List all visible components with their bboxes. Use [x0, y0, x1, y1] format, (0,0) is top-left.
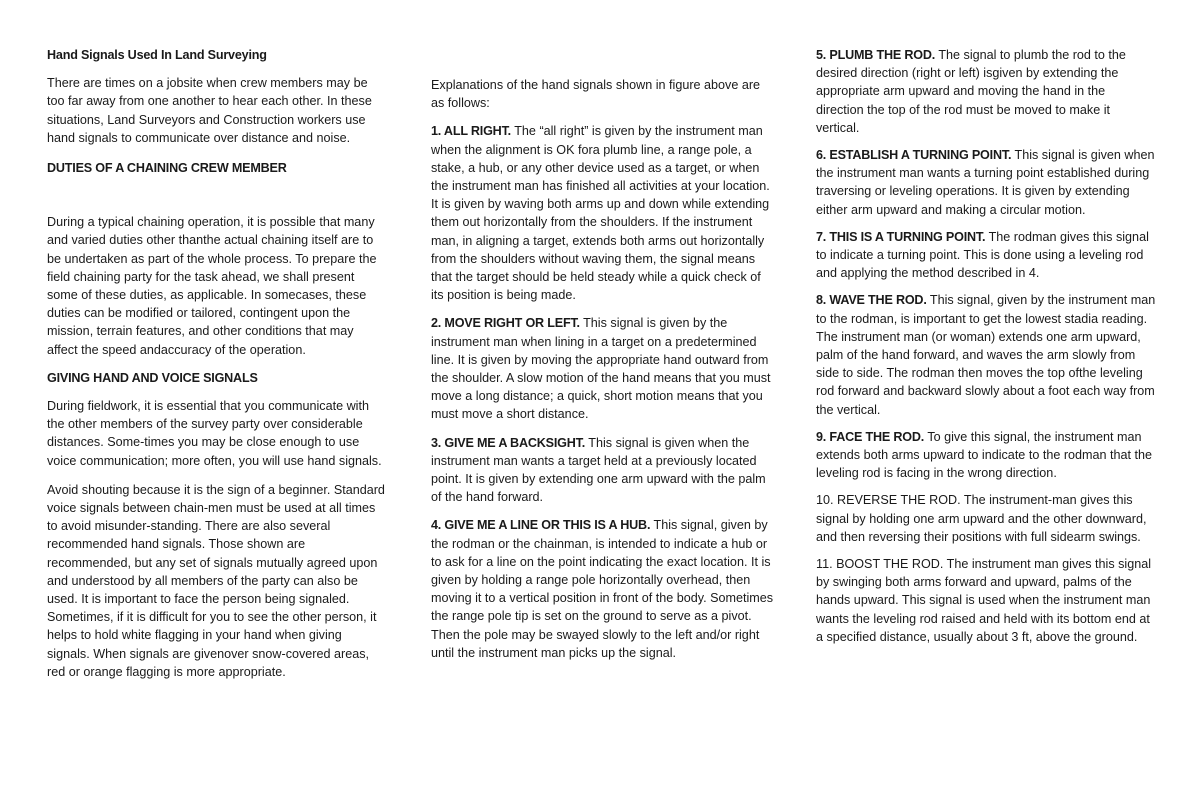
signal-description: To give this signal, the instrument man extends both arms upward to indicate to the rodman that the leveling rod is facing in the wrong direction. [816, 429, 1153, 481]
column-left [47, 0, 387, 681]
signals-heading: GIVING HAND AND VOICE SIGNALS [47, 370, 258, 385]
signal-heading: 11. BOOST THE ROD. [816, 557, 944, 572]
signal-heading: 1. ALL RIGHT. [431, 124, 511, 139]
explanations-intro: Explanations of the hand signals shown in figure above are as follows: [431, 78, 761, 111]
signal-heading: 6. ESTABLISH A TURNING POINT. [816, 148, 1012, 163]
signal-description: This signal is given when the instrument man wants a target held at a previously located point. It is given by extending one arm upward with the palm of the hand forward. [431, 435, 766, 505]
signal-heading: 2. MOVE RIGHT OR LEFT. [431, 316, 580, 331]
signals-paragraph-1: During fieldwork, it is essential that you communicate with the other members of the survey party over considerable distances. Some-times you may be close enough to use voice communication; more often, you will use hand signals. [47, 399, 382, 468]
signal-item [431, 314, 776, 423]
signal-item [816, 491, 1156, 546]
signal-heading: 10. REVERSE THE ROD. [816, 493, 961, 508]
signal-item [431, 122, 776, 304]
signal-item [816, 555, 1156, 646]
signal-item [816, 46, 1156, 137]
signal-item [431, 516, 776, 662]
signal-item [431, 434, 776, 507]
signal-description: The signal to plumb the rod to the desired direction (right or left) isgiven by extending the appropriate arm upward and moving the hand in the direction the top of the rod must be moved to make it vertical. [816, 48, 1126, 135]
signal-description: This signal, given by the instrument man to the rodman, is important to get the lowest stadia reading. The instrument man (or woman) extends one arm upward, palm of the hand forward, and waves the arm slowly from side to side. The rodman then moves the top ofthe leveling rod forward and backward slowly about a foot each way from the vertical. [816, 293, 1156, 417]
signal-heading: 4. GIVE ME A LINE OR THIS IS A HUB. [431, 518, 651, 533]
signal-item [816, 228, 1156, 283]
signal-description: The instrument-man gives this signal by holding one arm upward and the other downward, and then reversing their positions with full sidearm swings. [816, 493, 1147, 544]
signal-description: The rodman gives this signal to indicate a turning point. This is done using a leveling rod and applying the method described in 4. [816, 229, 1149, 281]
duties-heading: DUTIES OF A CHAINING CREW MEMBER [47, 161, 287, 176]
signal-item [816, 291, 1156, 418]
signal-description: The “all right” is given by the instrument man when the alignment is OK fora plumb line, a range pole, a stake, a hub, or any other device used as a target, or when the instrument man has finished all activities at your location. It is given by waving both arms up and down while extending them out horizontally from the shoulders. If the instrument man, in aligning a target, extends both arms out horizontally from the shoulders without waving them, the signal means that the target should be held steady while a quick check of its position is being made. [431, 124, 770, 303]
duties-paragraph: During a typical chaining operation, it is possible that many and varied duties other thanthe actual chaining itself are to be undertaken as part of the whole process. To prepare the field chaining party for the task ahead, we shall present some of these duties, as applicable. In somecases, these duties can be modified or tailored, contingent upon the mission, terrain features, and other conditions that may affect the speed andaccuracy of the operation. [47, 215, 377, 357]
signals-paragraph-2: Avoid shouting because it is the sign of a beginner. Standard voice signals between chain-men must be used at all times to avoid misunder-standing. There are also several recommended hand signals. Those shown are recommended, but any set of signals mutually agreed upon and understood by all members of the party can also be used. It is important to face the person being signaled. Sometimes, if it is difficult for you to see the other person, it helps to hold white flagging in your hand when giving signals. When signals are givenover snow-covered areas, red or orange flagging is more appropriate. [47, 482, 385, 679]
signal-heading: 7. THIS IS A TURNING POINT. [816, 229, 986, 244]
signal-description: This signal, given by the rodman or the chainman, is intended to indicate a hub or to ask for a line on the point indicating the exact location. It is given by holding a range pole horizontally overhead, then moving it to a vertical position in front of the body. Sometimes the range pole tip is set on the ground to serve as a pivot. Then the pole may be swayed slowly to the left and/or right until the instrument man picks up the signal. [431, 518, 774, 660]
signal-heading: 3. GIVE ME A BACKSIGHT. [431, 435, 586, 450]
signal-description: This signal is given when the instrument man wants a turning point established during traversing or leveling operations. It is given by extending either arm upward and making a circular motion. [816, 148, 1155, 217]
intro-paragraph: There are times on a jobsite when crew members may be too far away from one another to hear each other. In these situations, Land Surveyors and Construction workers use hand signals to communicate over distance and noise. [47, 76, 372, 145]
signal-item [816, 146, 1156, 219]
signal-item [816, 428, 1156, 483]
document-title: Hand Signals Used In Land Surveying [47, 48, 267, 62]
column-right [816, 0, 1156, 646]
column-middle [431, 0, 776, 662]
signal-description: This signal is given by the instrument man when lining in a target on a predetermined line. It is given by moving the appropriate hand outward from the shoulder. A slow motion of the hand means that you must move a long distance; a quick, short motion means that you must move a short distance. [431, 316, 771, 422]
signal-heading: 5. PLUMB THE ROD. [816, 48, 936, 62]
signal-heading: 8. WAVE THE ROD. [816, 293, 927, 308]
signal-heading: 9. FACE THE ROD. [816, 429, 925, 444]
signal-description: The instrument man gives this signal by swinging both arms forward and upward, palms of the hands upward. This signal is used when the instrument man wants the leveling rod raised and held with its bottom end at a specified distance, usually about 3 ft, above the ground. [816, 557, 1152, 644]
